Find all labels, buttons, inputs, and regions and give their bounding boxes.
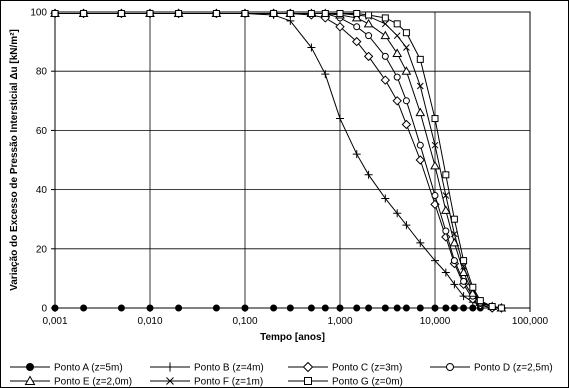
point-marker xyxy=(451,305,457,311)
point-marker xyxy=(147,305,153,311)
point-marker xyxy=(308,10,314,16)
point-marker xyxy=(432,305,438,311)
point-marker xyxy=(81,305,87,311)
point-marker xyxy=(403,305,409,311)
point-marker xyxy=(382,305,388,311)
point-marker xyxy=(287,10,293,16)
point-marker xyxy=(451,258,457,264)
point-marker xyxy=(366,33,372,39)
y-tick-label: 40 xyxy=(35,185,47,197)
point-marker xyxy=(461,258,467,264)
point-marker xyxy=(447,364,454,371)
y-tick-label: 80 xyxy=(35,66,47,78)
legend-item xyxy=(150,363,264,374)
point-marker xyxy=(322,10,328,16)
point-marker xyxy=(354,24,360,30)
point-marker xyxy=(27,364,34,371)
point-marker xyxy=(498,305,504,311)
point-marker xyxy=(337,305,343,311)
point-marker xyxy=(176,10,182,16)
legend-item xyxy=(288,363,402,374)
point-marker xyxy=(52,10,58,16)
point-marker xyxy=(470,284,476,290)
legend-item xyxy=(10,363,123,374)
point-marker xyxy=(366,305,372,311)
point-marker xyxy=(382,53,388,59)
point-marker xyxy=(52,305,58,311)
point-marker xyxy=(443,228,449,234)
legend-label: Ponto F (z=1m) xyxy=(194,376,264,388)
legend-item xyxy=(288,377,403,388)
point-marker xyxy=(118,10,124,16)
legend-item xyxy=(10,377,132,388)
point-marker xyxy=(242,10,248,16)
point-marker xyxy=(287,305,293,311)
point-marker xyxy=(147,10,153,16)
point-marker xyxy=(354,10,360,16)
point-marker xyxy=(461,305,467,311)
legend-item xyxy=(430,363,553,374)
y-tick-label: 20 xyxy=(35,244,47,256)
x-tick-label: 10,000 xyxy=(419,316,451,327)
point-marker xyxy=(432,116,438,122)
legend-label: Ponto G (z=0m) xyxy=(332,376,403,388)
point-marker xyxy=(308,305,314,311)
y-axis-label: Variação do Excesso de Pressão Intersticial Δu [kN/m²] xyxy=(9,29,20,291)
x-axis-label: Tempo [anos] xyxy=(260,332,325,343)
y-tick-label: 100 xyxy=(30,7,47,19)
point-marker xyxy=(461,278,467,284)
point-marker xyxy=(489,304,495,310)
point-marker xyxy=(394,21,400,27)
point-marker xyxy=(166,363,175,372)
point-marker xyxy=(366,12,372,18)
point-marker xyxy=(451,216,457,222)
point-marker xyxy=(382,15,388,21)
x-tick-label: 0,010 xyxy=(137,316,163,327)
point-marker xyxy=(213,10,219,16)
point-marker xyxy=(443,172,449,178)
point-marker xyxy=(118,305,124,311)
legend-label: Ponto B (z=4m) xyxy=(194,362,264,374)
legend-label: Ponto D (z=2,5m) xyxy=(474,362,553,374)
x-tick-label: 0,100 xyxy=(232,316,258,327)
point-marker xyxy=(271,305,277,311)
point-marker xyxy=(337,10,343,16)
point-marker xyxy=(176,305,182,311)
point-marker xyxy=(242,305,248,311)
legend-label: Ponto C (z=3m) xyxy=(332,362,403,374)
x-tick-label: 1,000 xyxy=(327,316,353,327)
point-marker xyxy=(304,363,313,372)
x-tick-label: 100,000 xyxy=(511,316,549,327)
point-marker xyxy=(213,305,219,311)
point-marker xyxy=(81,10,87,16)
point-marker xyxy=(403,98,409,104)
legend-label: Ponto E (z=2,0m) xyxy=(54,376,133,388)
point-marker xyxy=(417,56,423,62)
point-marker xyxy=(432,193,438,199)
y-tick-label: 60 xyxy=(35,125,47,137)
point-marker xyxy=(305,378,312,385)
point-marker xyxy=(477,298,483,304)
point-marker xyxy=(322,305,328,311)
point-marker xyxy=(403,30,409,36)
legend-label: Ponto A (z=5m) xyxy=(54,362,123,374)
point-marker xyxy=(271,10,277,16)
x-tick-label: 0,001 xyxy=(42,316,68,327)
point-marker xyxy=(394,74,400,80)
point-marker xyxy=(443,305,449,311)
point-marker xyxy=(417,142,423,148)
point-marker xyxy=(394,305,400,311)
point-marker xyxy=(354,305,360,311)
point-marker xyxy=(417,305,423,311)
legend-item xyxy=(150,377,263,388)
y-tick-label: 0 xyxy=(41,303,47,315)
